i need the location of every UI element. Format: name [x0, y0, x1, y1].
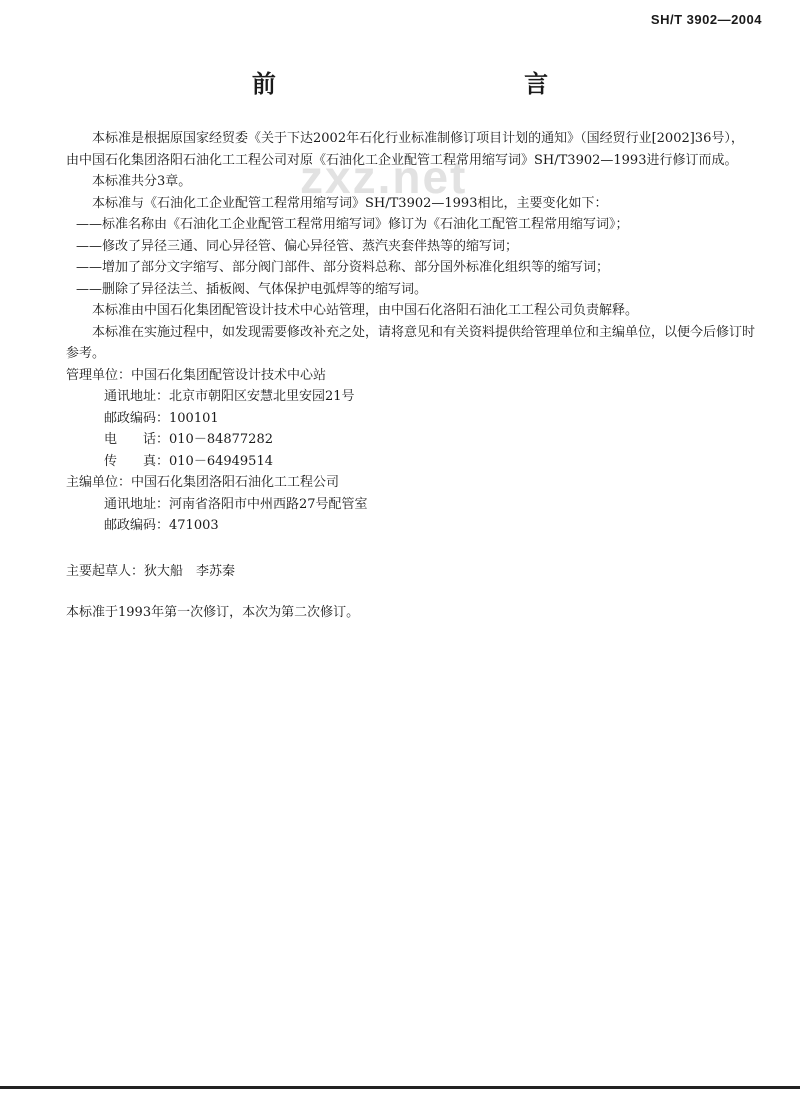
management-fax: 传 真：010－64949514	[104, 453, 273, 469]
chief-editor-postcode: 邮政编码：471003	[104, 518, 219, 533]
management-phone: 电 话：010－84877282	[104, 432, 273, 447]
change-item-modified: ——修改了异径三通、同心异径管、偏心异径管、蒸汽夹套伴热等的缩写词；	[76, 238, 519, 254]
watermark: zxz.net	[300, 151, 468, 203]
paragraph-changes-intro: 本标准与《石油化工企业配管工程常用缩写词》SH/T3902—1993相比，主要变化如下：	[92, 195, 608, 211]
management-address: 通讯地址：北京市朝阳区安慧北里安园21号	[104, 389, 355, 404]
foreword-body	[66, 128, 756, 624]
management-postcode: 邮政编码：100101	[104, 410, 219, 426]
page-title: 前 言	[251, 69, 669, 98]
chief-editor-address: 通讯地址：河南省洛阳市中州西路27号配管室	[104, 496, 368, 512]
paragraph-origin: 本标准是根据原国家经贸委《关于下达2002年石化行业标准制修订项目计划的通知》（国经贸行业[2002]36号），由中国石化集团洛阳石油化工工程公司对原《石油化工企业配管工程常用缩写词》SH/T3902—1993进行修订而成。	[66, 131, 744, 168]
change-item-added: ——增加了部分文字缩写、部分阀门部件、部分资料总称、部分国外标准化组织等的缩写词；	[76, 260, 610, 275]
revision-history: 本标准于1993年第一次修订，本次为第二次修订。	[66, 605, 360, 620]
paragraph-feedback: 本标准在实施过程中，如发现需要修改补充之处，请将意见和有关资料提供给管理单位和主编单位，以便今后修订时参考。	[66, 324, 756, 361]
chief-editor-unit: 主编单位：中国石化集团洛阳石油化工工程公司	[66, 475, 340, 490]
management-unit: 管理单位：中国石化集团配管设计技术中心站	[66, 367, 327, 383]
standard-code: SH/T 3902—2004	[650, 12, 762, 27]
change-item-rename: ——标准名称由《石油化工企业配管工程常用缩写词》修订为《石油化工配管工程常用缩写词》；	[76, 217, 629, 232]
change-item-deleted: ——删除了异径法兰、插板阀、气体保护电弧焊等的缩写词。	[76, 281, 428, 297]
paragraph-chapters: 本标准共分3章。	[92, 174, 192, 189]
main-drafters: 主要起草人：狄大船 李苏秦	[66, 563, 236, 579]
footer-rule	[0, 1086, 800, 1089]
paragraph-management: 本标准由中国石化集团配管设计技术中心站管理，由中国石化洛阳石油化工工程公司负责解释。	[92, 303, 639, 318]
